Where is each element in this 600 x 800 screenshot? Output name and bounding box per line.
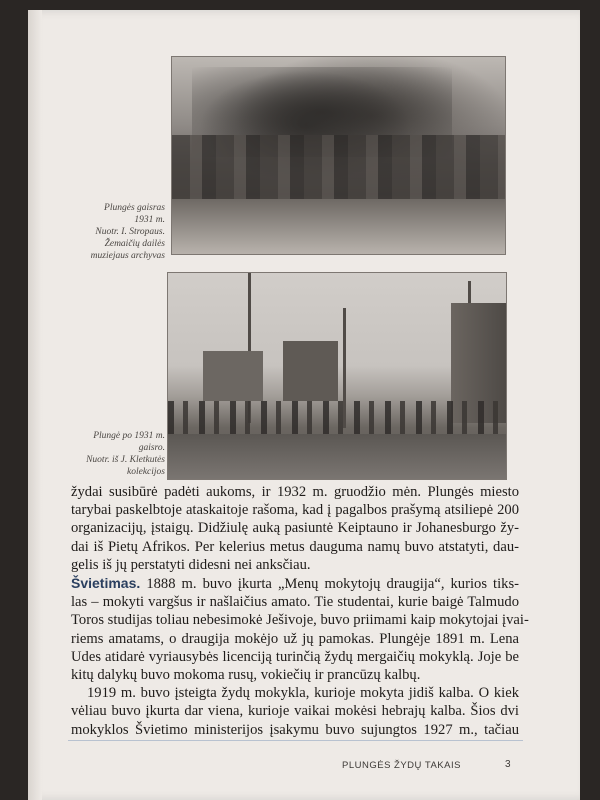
text-line: 1919 m. buvo įsteigta žydų mokykla, kurioje mokyta jidiš kalba. O kiek [87, 685, 519, 702]
caption-line: Žemaičių dailės [104, 239, 165, 249]
caption-line: Plungės gaisras [104, 203, 165, 213]
caption-line: Nuotr. I. Stropaus. [95, 227, 165, 237]
text-line: vėliau buvo įkurta dar viena, kurioje vaikai mokėsi hebrajų kalba. Šios dvi [71, 703, 519, 720]
body-text [71, 483, 529, 739]
page-number: 3 [505, 759, 511, 770]
text-line: mokyklos Švietimo ministerijos įsakymu buvo sujungtos 1927 m., tačiau [71, 721, 519, 738]
text-line: Švietimas. 1888 m. buvo įkurta „Menų mokytojų draugija“, kurios tiks- [71, 575, 519, 593]
text-line: Toros studijas toliau nebesimokė Ješivoje, buvo priimami kaip mokytojai įvai- [71, 612, 529, 629]
caption-line: Plungė po 1931 m. [93, 431, 165, 441]
book-page [28, 10, 580, 800]
text-line: gelis iš jų perstatyti didesni nei anksčiau. [71, 556, 311, 573]
text-line: Udes atidarė vyriausybės licenciją turinčią žydų mergaičių mokyklą. Joje be [71, 648, 519, 665]
footer-rule [68, 740, 523, 741]
text-line: kitų dalykų buvo mokoma rusų, vokiečių ir prancūzų kalbų. [71, 667, 421, 684]
text-line: organizacijų, įstaigų. Didžiulę auką pasiuntė Keiptauno ir Johanesburgo žy- [71, 520, 519, 537]
caption-line: gaisro. [138, 443, 165, 453]
text-line: tarybai paskelbtoje ataskaitoje rašoma, kad į pagalbos prašymą atsiliepė 200 [71, 502, 519, 519]
section-heading: Švietimas. [71, 575, 141, 592]
caption-line: Nuotr. iš J. Kletkutės [86, 455, 165, 465]
caption-line: muziejaus archyvas [90, 251, 165, 261]
photo1-caption [55, 202, 165, 262]
text-line: las – mokyti vargšus ir našlaičius amato. Tie studentai, kurie baigė Talmudo [71, 594, 519, 611]
running-footer-title: PLUNGĖS ŽYDŲ TAKAIS [342, 760, 461, 771]
photo2-caption [55, 430, 165, 478]
photo-after-fire [167, 272, 507, 480]
photo-fire-1931 [171, 56, 506, 255]
text-line: riems amatams, o draugija mokėjo už jų pamokas. Plungėje 1891 m. Lena [71, 630, 519, 647]
text-line: žydai susibūrė padėti aukoms, ir 1932 m. gruodžio mėn. Plungės miesto [71, 484, 519, 500]
page-gutter [28, 10, 42, 800]
text-line: dai iš Pietų Afrikos. Per kelerius metus dauguma namų buvo atstatyti, dau- [71, 538, 519, 555]
caption-line: kolekcijos [127, 467, 165, 477]
caption-line: 1931 m. [134, 215, 165, 225]
